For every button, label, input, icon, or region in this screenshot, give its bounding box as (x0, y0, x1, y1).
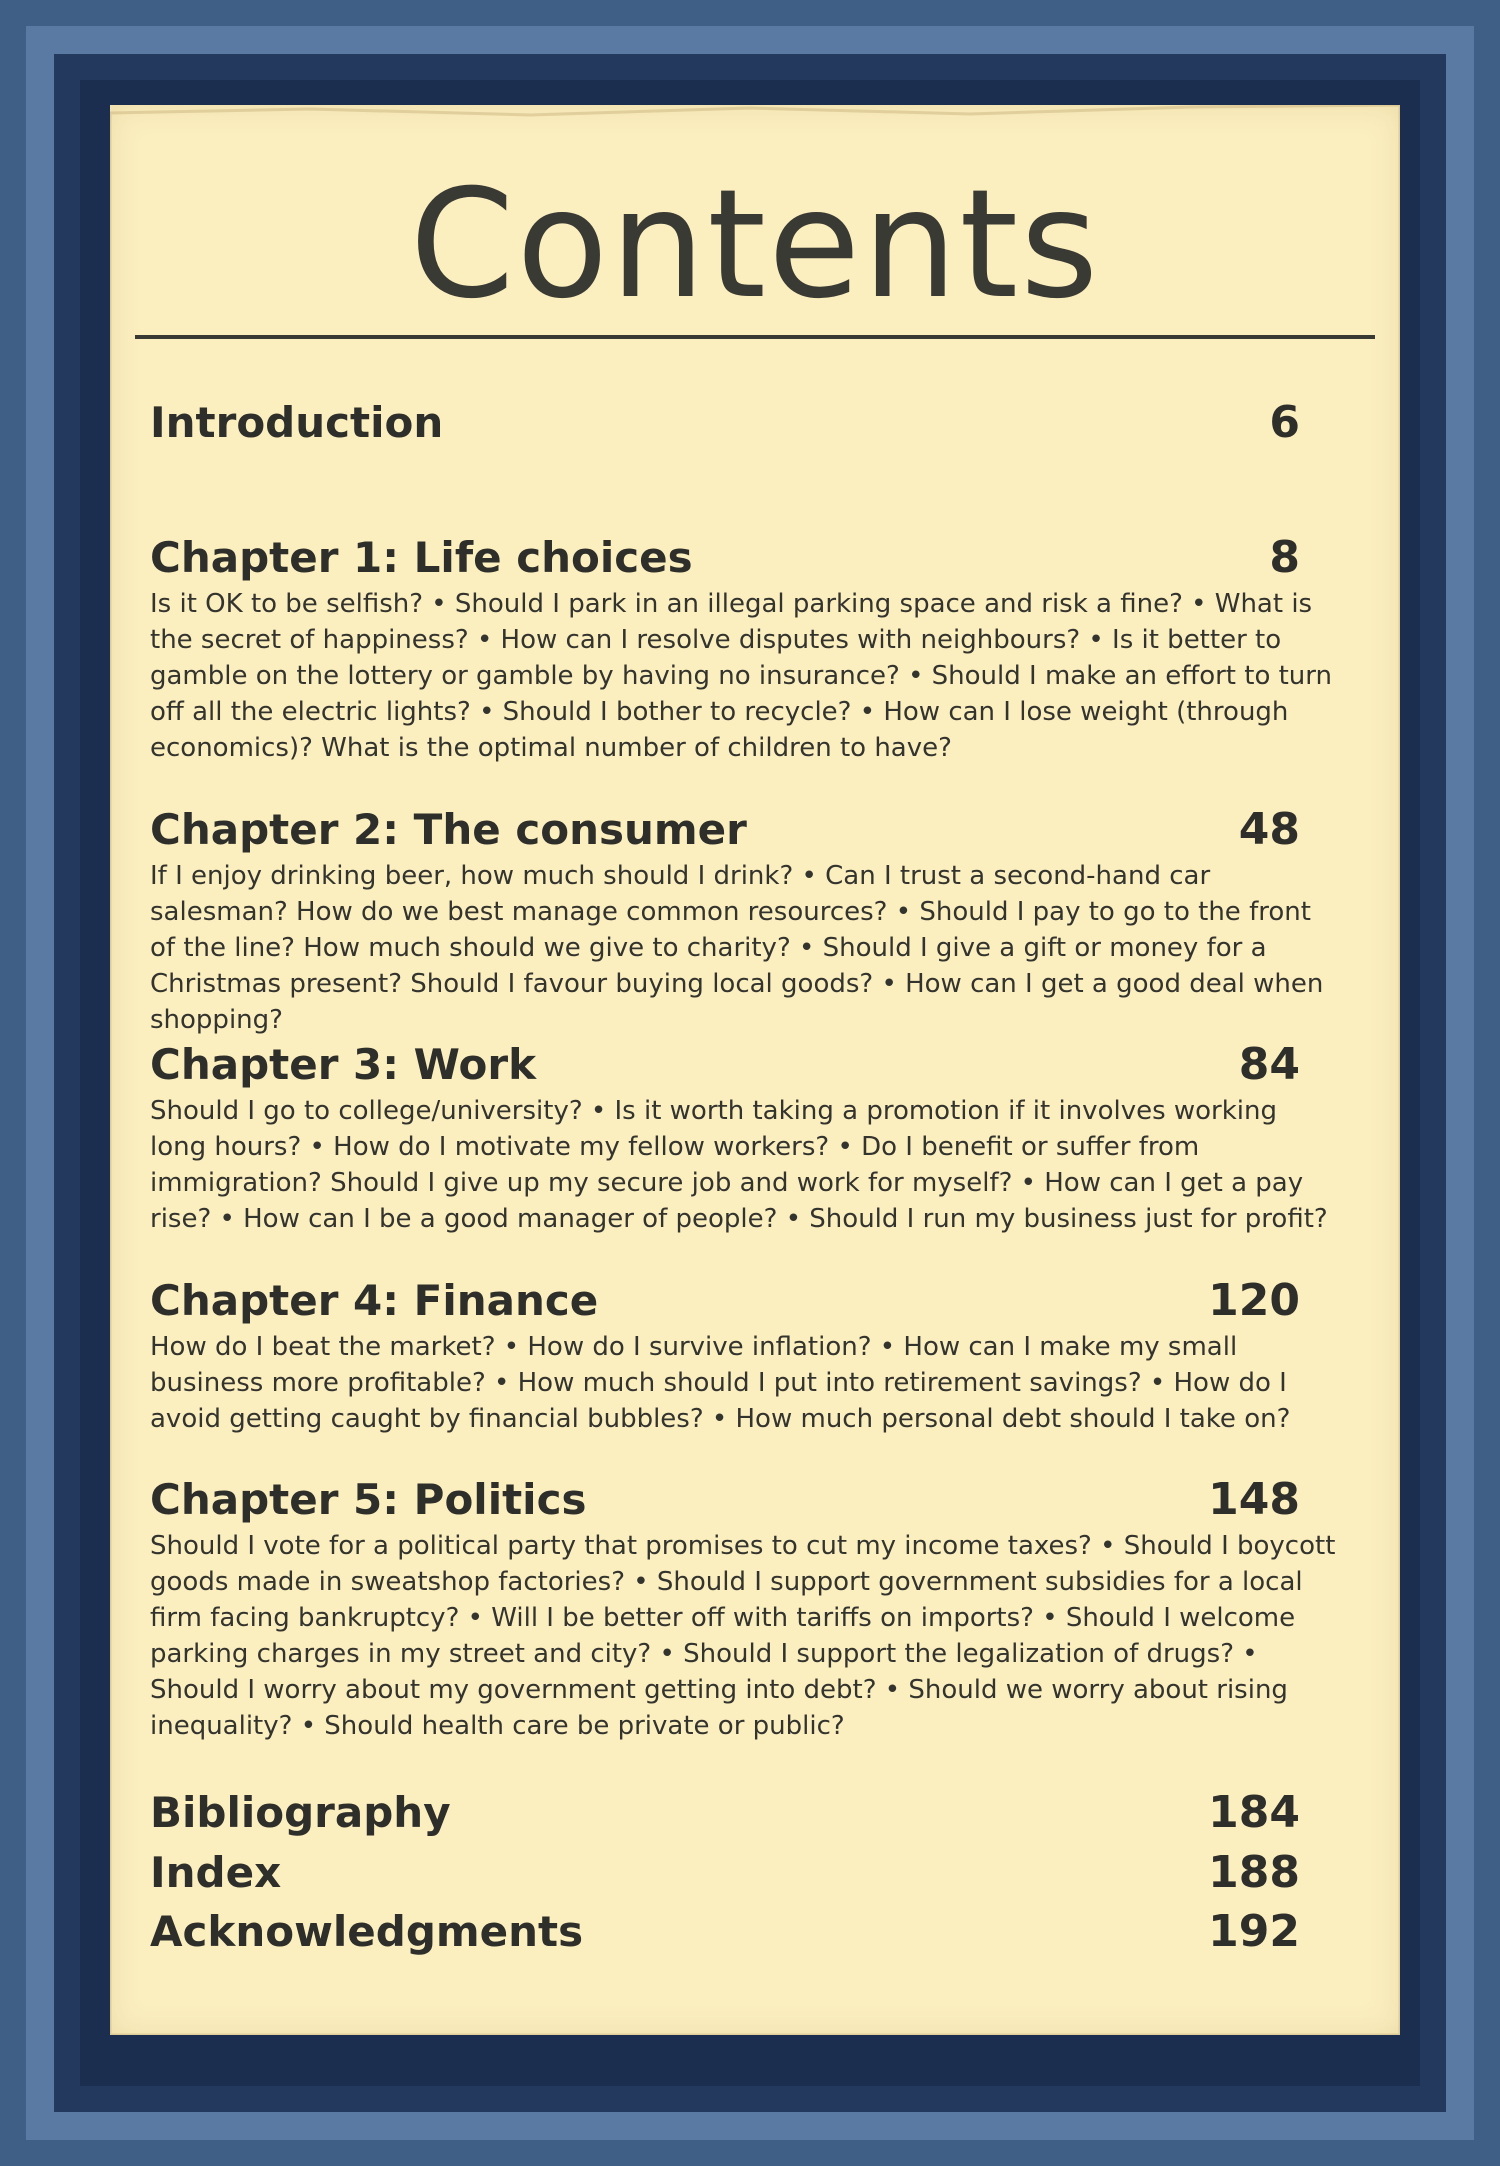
toc-entry-bibliography[interactable] (150, 1785, 1300, 1841)
paper-page (110, 105, 1400, 2035)
entry-title: Introduction (150, 398, 444, 447)
toc-entry-chapter-4[interactable] (150, 1273, 1300, 1437)
toc-entry-chapter-3[interactable] (150, 1037, 1328, 1237)
toc-entry-introduction[interactable] (150, 395, 1300, 451)
entry-description: Should I vote for a political party that promises to cut my income taxes? • Should I boycott goods made in sweatshop factories? • Should I support government subsidies for a local firm facing bankruptcy? • Will I be better off with tariffs on imports? • Should I welcome parking charges in my street and city? • Should I support the legalization of drugs? • Should I worry about my government getting into debt? • Should we worry about rising inequality? • Should health care be private or public? (150, 1531, 1336, 1741)
entry-page: 148 (1208, 1474, 1300, 1525)
entry-description: Should I go to college/university? • Is it worth taking a promotion if it involves working long hours? • How do I motivate my fellow workers? • Do I benefit or suffer from immigration? Should I give up my secure job and work for myself? • How can I get a pay rise? • How can I be a good manager of people? • Should I run my business just for profit? (150, 1096, 1328, 1234)
entry-page: 120 (1208, 1275, 1300, 1326)
entry-title: Acknowledgments (150, 1907, 584, 1956)
entry-page: 6 (1269, 397, 1300, 448)
entry-title: Bibliography (150, 1788, 451, 1837)
page-title: Contents (409, 158, 1101, 332)
toc-entry-chapter-5[interactable] (150, 1472, 1336, 1744)
entry-description: If I enjoy drinking beer, how much should I drink? • Can I trust a second-hand car salesman? How do we best manage common resources? • Should I pay to go to the front of the line? How much should we give to charity? • Should I give a gift or money for a Christmas present? Should I favour buying local goods? • How can I get a good deal when shopping? (150, 861, 1324, 1035)
toc-entry-chapter-1[interactable] (150, 530, 1332, 766)
entry-description: How do I beat the market? • How do I survive inflation? • How can I make my small business more profitable? • How much should I put into retirement savings? • How do I avoid getting caught by financial bubbles? • How much personal debt should I take on? (150, 1332, 1291, 1434)
entry-title: Index (150, 1848, 282, 1897)
entry-title: Chapter 2: The consumer (150, 805, 747, 854)
entry-page: 8 (1269, 532, 1300, 583)
title-rule (135, 335, 1375, 339)
entry-title: Chapter 5: Politics (150, 1475, 587, 1524)
toc-entry-chapter-2[interactable] (150, 802, 1324, 1038)
entry-title: Chapter 1: Life choices (150, 533, 693, 582)
entry-page: 192 (1208, 1906, 1300, 1957)
entry-title: Chapter 4: Finance (150, 1276, 599, 1325)
entry-title: Chapter 3: Work (150, 1040, 536, 1089)
entry-page: 84 (1238, 1039, 1300, 1090)
toc-entry-index[interactable] (150, 1845, 1300, 1901)
entry-page: 48 (1238, 804, 1300, 855)
entry-description: Is it OK to be selfish? • Should I park in an illegal parking space and risk a fine? • What is the secret of happiness? • How can I resolve disputes with neighbours? • Is it better to gamble on the lottery or gamble by having no insurance? • Should I make an effort to turn off all the electric lights? • Should I bother to recycle? • How can I lose weight (through economics)? What is the optimal number of children to have? (150, 589, 1332, 763)
toc-entry-acknowledgments[interactable] (150, 1904, 1300, 1960)
entry-page: 188 (1208, 1847, 1300, 1898)
entry-page: 184 (1208, 1787, 1300, 1838)
